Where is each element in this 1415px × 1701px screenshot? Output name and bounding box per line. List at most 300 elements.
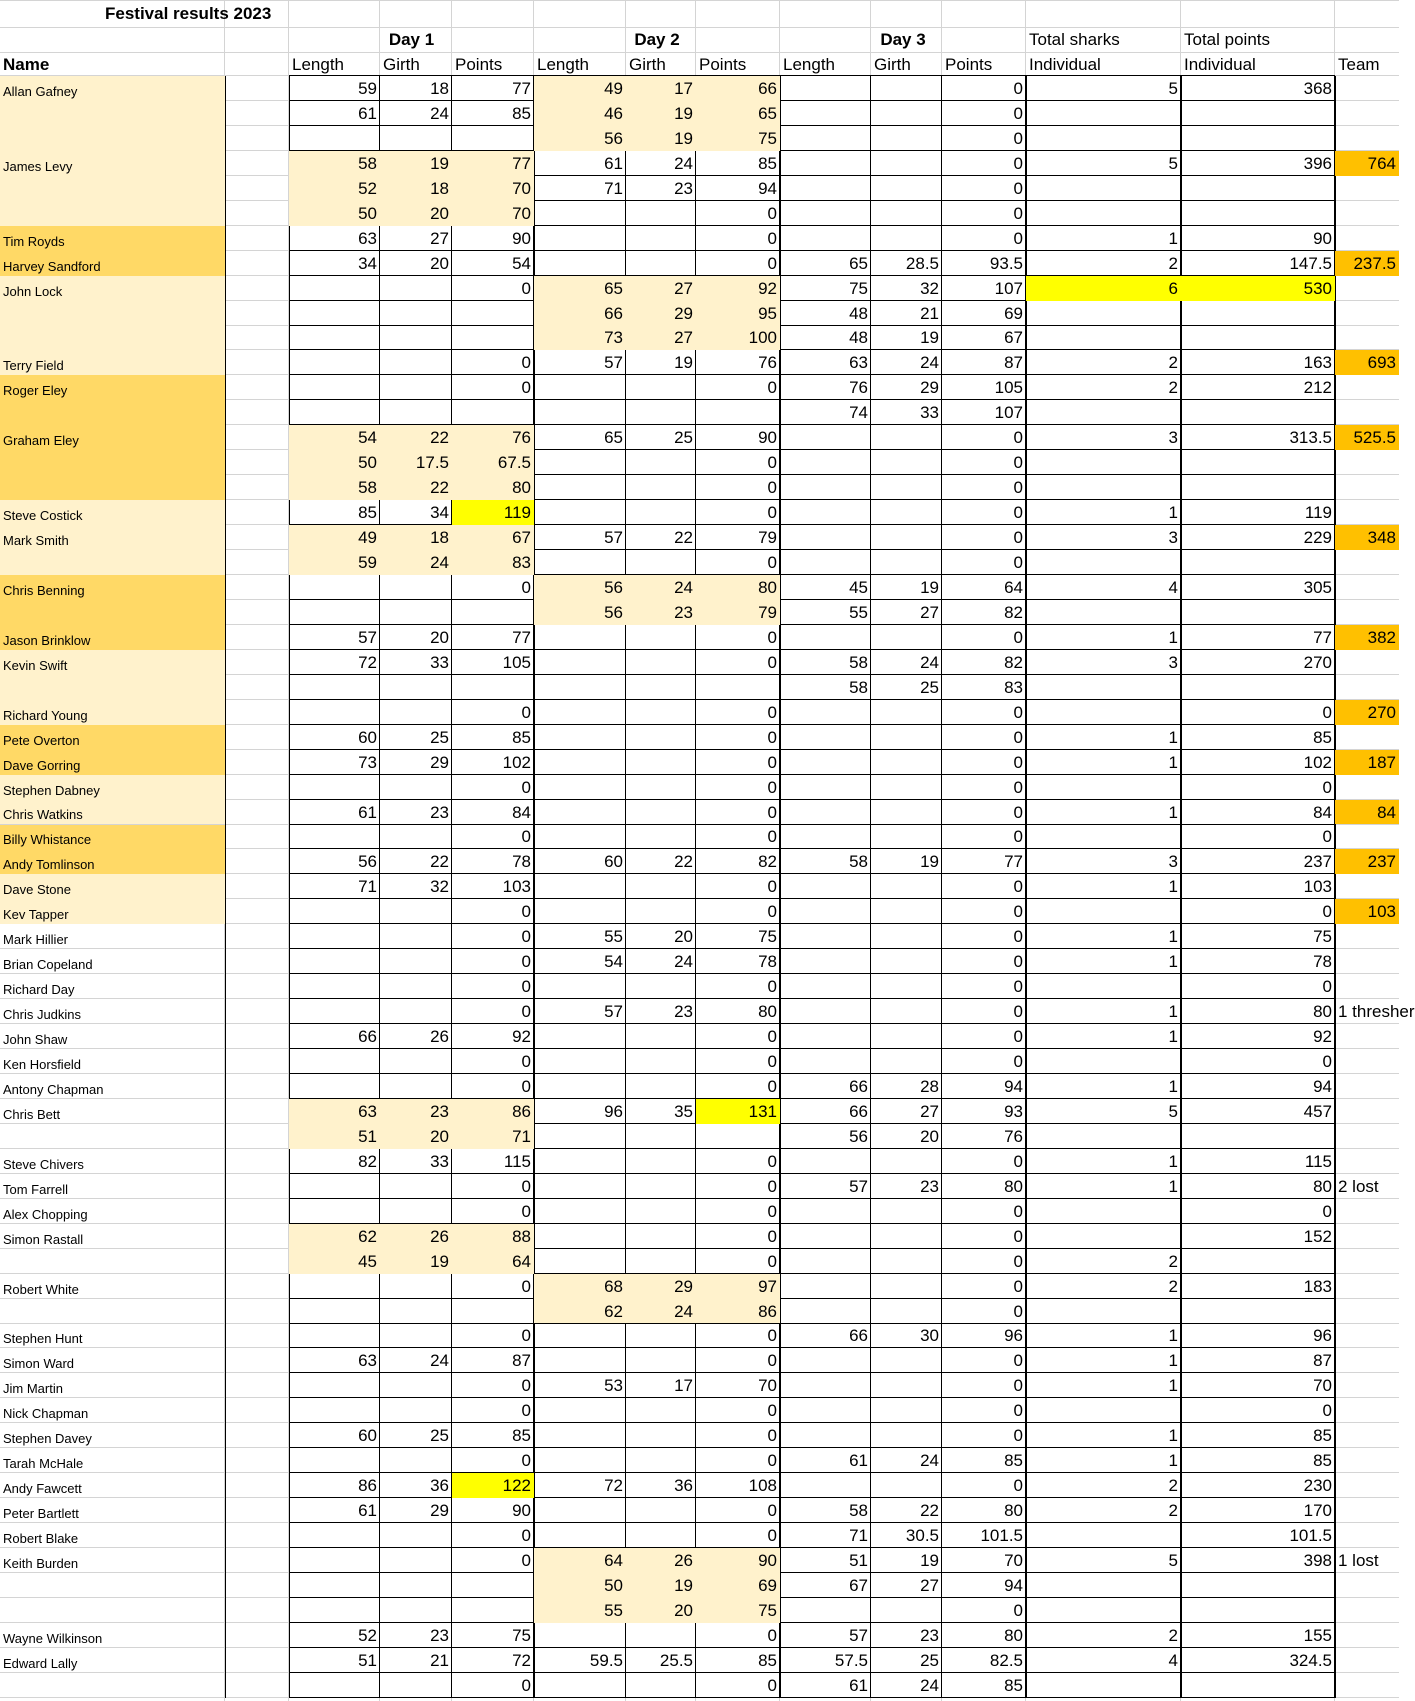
cell-d2-points[interactable]: 0 <box>767 1151 777 1171</box>
cell-d3-points[interactable]: 107 <box>994 403 1023 423</box>
cell-d2-length[interactable]: 56 <box>604 602 623 622</box>
cell-d3-points[interactable]: 0 <box>1013 1426 1023 1446</box>
cell-d1-girth[interactable]: 33 <box>430 1151 449 1171</box>
cell-d2-length[interactable]: 54 <box>604 952 623 972</box>
cell-name[interactable]: Stephen Hunt <box>3 1331 83 1347</box>
cell-name[interactable]: Kev Tapper <box>3 907 69 923</box>
cell-d1-points[interactable]: 0 <box>521 1526 531 1546</box>
cell-d2-length[interactable]: 55 <box>604 927 623 947</box>
cell-d1-points[interactable]: 83 <box>512 553 531 573</box>
cell-d3-points[interactable]: 0 <box>1013 1027 1023 1047</box>
cell-total-sharks[interactable]: 1 <box>1168 952 1178 972</box>
cell-total-points[interactable]: 77 <box>1313 627 1332 647</box>
cell-total-points[interactable]: 270 <box>1303 652 1332 672</box>
cell-d3-points[interactable]: 0 <box>1013 752 1023 772</box>
cell-d3-points[interactable]: 0 <box>1013 777 1023 797</box>
cell-name[interactable]: Chris Bett <box>3 1106 61 1122</box>
cell-d2-girth[interactable]: 17 <box>674 1376 693 1396</box>
cell-d2-girth[interactable]: 24 <box>674 153 693 173</box>
cell-total-points[interactable]: 90 <box>1313 228 1332 248</box>
cell-d1-girth[interactable]: 17.5 <box>415 453 449 473</box>
cell-total-points[interactable]: 229 <box>1303 528 1332 548</box>
header-day-1[interactable]: Day 1 <box>388 30 435 49</box>
cell-team[interactable]: 270 <box>1367 702 1396 722</box>
cell-name[interactable]: John Shaw <box>3 1032 68 1048</box>
header-length[interactable]: Length <box>537 54 589 74</box>
cell-d2-points[interactable]: 0 <box>767 777 777 797</box>
cell-total-sharks[interactable]: 5 <box>1168 153 1178 173</box>
cell-d3-length[interactable]: 71 <box>849 1526 868 1546</box>
cell-d1-girth[interactable]: 25 <box>430 727 449 747</box>
cell-d2-length[interactable]: 72 <box>604 1476 623 1496</box>
cell-total-sharks[interactable]: 1 <box>1168 1376 1178 1396</box>
cell-name[interactable]: Nick Chapman <box>3 1406 89 1422</box>
cell-d2-girth[interactable]: 19 <box>674 1575 693 1595</box>
cell-total-points[interactable]: 85 <box>1313 1451 1332 1471</box>
cell-total-points[interactable]: 85 <box>1313 727 1332 747</box>
cell-d2-points[interactable]: 0 <box>767 1251 777 1271</box>
cell-total-sharks[interactable]: 1 <box>1168 1027 1178 1047</box>
cell-name[interactable]: Chris Benning <box>3 582 85 598</box>
cell-d3-length[interactable]: 57.5 <box>834 1650 868 1670</box>
cell-total-sharks[interactable]: 4 <box>1168 1650 1178 1670</box>
cell-total-sharks[interactable]: 1 <box>1168 1326 1178 1346</box>
cell-d1-points[interactable]: 78 <box>512 852 531 872</box>
cell-total-points[interactable]: 212 <box>1303 378 1332 398</box>
cell-total-points[interactable]: 237 <box>1303 852 1332 872</box>
cell-d3-length[interactable]: 58 <box>849 852 868 872</box>
cell-team[interactable]: 103 <box>1367 902 1396 922</box>
cell-d1-points[interactable]: 0 <box>521 952 531 972</box>
cell-total-points[interactable]: 324.5 <box>1289 1650 1332 1670</box>
cell-d1-points[interactable]: 0 <box>521 577 531 597</box>
cell-d3-points[interactable]: 80 <box>1004 1625 1023 1645</box>
cell-d2-points[interactable]: 0 <box>767 1625 777 1645</box>
cell-d3-length[interactable]: 74 <box>849 403 868 423</box>
cell-d2-points[interactable]: 85 <box>758 153 777 173</box>
cell-d1-length[interactable]: 61 <box>358 103 377 123</box>
cell-d3-girth[interactable]: 25 <box>920 677 939 697</box>
cell-d2-girth[interactable]: 36 <box>674 1476 693 1496</box>
cell-d2-length[interactable]: 64 <box>604 1551 623 1571</box>
cell-d2-points[interactable]: 0 <box>767 802 777 822</box>
header-girth[interactable]: Girth <box>629 54 666 74</box>
cell-d3-points[interactable]: 0 <box>1013 902 1023 922</box>
cell-total-sharks[interactable]: 6 <box>1168 278 1178 298</box>
cell-total-sharks[interactable]: 1 <box>1168 1076 1178 1096</box>
cell-d1-length[interactable]: 63 <box>358 1101 377 1121</box>
cell-d1-length[interactable]: 82 <box>358 1151 377 1171</box>
cell-name[interactable]: Ken Horsfield <box>3 1056 82 1072</box>
cell-total-points[interactable]: 0 <box>1322 827 1332 847</box>
cell-d1-length[interactable]: 86 <box>358 1476 377 1496</box>
cell-d2-points[interactable]: 0 <box>767 702 777 722</box>
cell-d1-points[interactable]: 72 <box>512 1650 531 1670</box>
cell-total-sharks[interactable]: 1 <box>1168 927 1178 947</box>
cell-total-sharks[interactable]: 3 <box>1168 652 1178 672</box>
cell-d3-points[interactable]: 0 <box>1013 1301 1023 1321</box>
cell-d3-points[interactable]: 0 <box>1013 1226 1023 1246</box>
cell-team[interactable]: 237.5 <box>1353 253 1396 273</box>
cell-name[interactable]: Richard Young <box>3 707 88 723</box>
cell-d2-points[interactable]: 75 <box>758 128 777 148</box>
cell-d1-girth[interactable]: 22 <box>430 428 449 448</box>
cell-d1-length[interactable]: 61 <box>358 1501 377 1521</box>
cell-d1-points[interactable]: 0 <box>521 902 531 922</box>
cell-total-sharks[interactable]: 1 <box>1168 752 1178 772</box>
cell-d3-length[interactable]: 65 <box>849 253 868 273</box>
cell-d2-points[interactable]: 86 <box>758 1301 777 1321</box>
cell-d3-girth[interactable]: 30.5 <box>905 1526 939 1546</box>
cell-d3-points[interactable]: 0 <box>1013 503 1023 523</box>
cell-d2-points[interactable]: 79 <box>758 602 777 622</box>
cell-d3-points[interactable]: 93.5 <box>989 253 1023 273</box>
header-points[interactable]: Points <box>455 54 503 74</box>
cell-total-points[interactable]: 170 <box>1303 1501 1332 1521</box>
cell-d1-points[interactable]: 0 <box>521 1002 531 1022</box>
cell-d2-points[interactable]: 131 <box>748 1101 777 1121</box>
cell-d2-girth[interactable]: 19 <box>674 128 693 148</box>
cell-d3-points[interactable]: 0 <box>1013 203 1023 223</box>
cell-name[interactable]: Jason Brinklow <box>3 632 91 648</box>
cell-d3-points[interactable]: 0 <box>1013 1151 1023 1171</box>
cell-d1-points[interactable]: 86 <box>512 1101 531 1121</box>
cell-total-sharks[interactable]: 5 <box>1168 1101 1178 1121</box>
header-individual-sharks[interactable]: Individual <box>1029 54 1101 74</box>
cell-d2-girth[interactable]: 27 <box>674 328 693 348</box>
cell-d1-points[interactable]: 70 <box>512 203 531 223</box>
cell-total-sharks[interactable]: 3 <box>1168 528 1178 548</box>
cell-d2-points[interactable]: 0 <box>767 503 777 523</box>
cell-d1-length[interactable]: 52 <box>358 178 377 198</box>
cell-d2-length[interactable]: 56 <box>604 577 623 597</box>
cell-name[interactable]: Richard Day <box>3 982 75 998</box>
cell-total-sharks[interactable]: 1 <box>1168 627 1178 647</box>
cell-d1-length[interactable]: 61 <box>358 802 377 822</box>
cell-name[interactable]: Andy Tomlinson <box>3 857 95 873</box>
cell-d1-points[interactable]: 77 <box>512 78 531 98</box>
cell-d1-points[interactable]: 67.5 <box>497 453 531 473</box>
header-name[interactable]: Name <box>3 54 50 74</box>
cell-d3-length[interactable]: 57 <box>849 1625 868 1645</box>
cell-d3-length[interactable]: 61 <box>849 1451 868 1471</box>
cell-total-sharks[interactable]: 1 <box>1168 1351 1178 1371</box>
cell-d1-points[interactable]: 85 <box>512 103 531 123</box>
cell-d3-length[interactable]: 58 <box>849 1501 868 1521</box>
cell-d3-points[interactable]: 82.5 <box>989 1650 1023 1670</box>
cell-d3-girth[interactable]: 30 <box>920 1326 939 1346</box>
cell-d3-length[interactable]: 57 <box>849 1176 868 1196</box>
cell-d3-girth[interactable]: 23 <box>920 1176 939 1196</box>
cell-d3-length[interactable]: 51 <box>849 1551 868 1571</box>
cell-d2-length[interactable]: 73 <box>604 328 623 348</box>
cell-d2-length[interactable]: 49 <box>604 78 623 98</box>
cell-d1-girth[interactable]: 18 <box>430 178 449 198</box>
cell-d2-points[interactable]: 94 <box>758 178 777 198</box>
cell-d2-girth[interactable]: 24 <box>674 1301 693 1321</box>
cell-total-sharks[interactable]: 2 <box>1168 1501 1178 1521</box>
cell-d2-girth[interactable]: 29 <box>674 1276 693 1296</box>
cell-total-points[interactable]: 103 <box>1303 877 1332 897</box>
cell-total-points[interactable]: 457 <box>1303 1101 1332 1121</box>
cell-d2-points[interactable]: 66 <box>758 78 777 98</box>
cell-d1-length[interactable]: 63 <box>358 1351 377 1371</box>
cell-d1-length[interactable]: 50 <box>358 453 377 473</box>
cell-d1-points[interactable]: 76 <box>512 428 531 448</box>
cell-d2-points[interactable]: 0 <box>767 553 777 573</box>
cell-d3-length[interactable]: 66 <box>849 1076 868 1096</box>
cell-d3-points[interactable]: 94 <box>1004 1076 1023 1096</box>
header-points[interactable]: Points <box>699 54 747 74</box>
cell-name[interactable]: Dave Stone <box>3 882 71 898</box>
cell-d1-girth[interactable]: 29 <box>430 752 449 772</box>
cell-team[interactable]: 237 <box>1367 852 1396 872</box>
cell-d3-points[interactable]: 0 <box>1013 1052 1023 1072</box>
cell-d3-points[interactable]: 87 <box>1004 353 1023 373</box>
cell-d1-girth[interactable]: 23 <box>430 1625 449 1645</box>
cell-name[interactable]: Keith Burden <box>3 1555 79 1571</box>
cell-d3-girth[interactable]: 19 <box>920 577 939 597</box>
cell-d1-points[interactable]: 115 <box>503 1151 531 1171</box>
cell-total-points[interactable]: 0 <box>1322 1201 1332 1221</box>
cell-d1-points[interactable]: 54 <box>512 253 531 273</box>
cell-name[interactable]: Chris Judkins <box>3 1007 82 1023</box>
cell-d3-points[interactable]: 0 <box>1013 877 1023 897</box>
cell-d1-points[interactable]: 70 <box>512 178 531 198</box>
cell-d3-length[interactable]: 55 <box>849 602 868 622</box>
cell-d1-girth[interactable]: 24 <box>430 553 449 573</box>
cell-d2-girth[interactable]: 27 <box>674 278 693 298</box>
cell-d3-girth[interactable]: 23 <box>920 1625 939 1645</box>
cell-d1-length[interactable]: 58 <box>358 153 377 173</box>
header-total-sharks[interactable]: Total sharks <box>1029 30 1120 49</box>
cell-name[interactable]: Peter Bartlett <box>3 1506 79 1522</box>
cell-d2-girth[interactable]: 19 <box>674 353 693 373</box>
cell-d2-points[interactable]: 65 <box>758 103 777 123</box>
cell-d1-points[interactable]: 85 <box>512 1426 531 1446</box>
cell-d1-points[interactable]: 84 <box>512 802 531 822</box>
cell-d3-girth[interactable]: 24 <box>920 1451 939 1471</box>
cell-d1-girth[interactable]: 26 <box>430 1027 449 1047</box>
cell-d2-length[interactable]: 96 <box>604 1101 623 1121</box>
cell-total-points[interactable]: 313.5 <box>1289 428 1332 448</box>
cell-d2-points[interactable]: 0 <box>767 378 777 398</box>
cell-d3-length[interactable]: 48 <box>849 303 868 323</box>
cell-name[interactable]: Robert White <box>3 1281 79 1297</box>
cell-d3-girth[interactable]: 27 <box>920 602 939 622</box>
cell-team[interactable]: 693 <box>1367 353 1396 373</box>
cell-name[interactable]: Billy Whistance <box>3 832 92 848</box>
cell-total-sharks[interactable]: 1 <box>1168 727 1178 747</box>
cell-d1-girth[interactable]: 23 <box>430 802 449 822</box>
cell-total-sharks[interactable]: 3 <box>1168 852 1178 872</box>
cell-d1-points[interactable]: 77 <box>512 627 531 647</box>
cell-d3-points[interactable]: 83 <box>1004 677 1023 697</box>
cell-d2-points[interactable]: 108 <box>748 1476 777 1496</box>
cell-d1-girth[interactable]: 34 <box>430 503 449 523</box>
cell-name[interactable]: Mark Smith <box>3 533 69 549</box>
cell-d2-points[interactable]: 92 <box>758 278 777 298</box>
cell-d1-length[interactable]: 60 <box>358 1426 377 1446</box>
cell-d1-girth[interactable]: 20 <box>430 1126 449 1146</box>
cell-d3-points[interactable]: 0 <box>1013 1351 1023 1371</box>
cell-d3-length[interactable]: 58 <box>849 652 868 672</box>
cell-d3-points[interactable]: 70 <box>1004 1551 1023 1571</box>
cell-total-points[interactable]: 163 <box>1303 353 1332 373</box>
cell-d1-length[interactable]: 58 <box>358 478 377 498</box>
cell-d3-girth[interactable]: 28 <box>920 1076 939 1096</box>
cell-total-points[interactable]: 80 <box>1313 1176 1332 1196</box>
cell-d3-girth[interactable]: 32 <box>920 278 939 298</box>
cell-d2-points[interactable]: 90 <box>758 1551 777 1571</box>
cell-team[interactable]: 187 <box>1367 752 1396 772</box>
cell-d1-points[interactable]: 0 <box>521 1326 531 1346</box>
cell-d3-points[interactable]: 77 <box>1004 852 1023 872</box>
cell-d3-points[interactable]: 0 <box>1013 1600 1023 1620</box>
cell-d2-girth[interactable]: 25 <box>674 428 693 448</box>
cell-total-points[interactable]: 530 <box>1303 278 1332 298</box>
cell-d1-length[interactable]: 49 <box>358 528 377 548</box>
cell-d1-length[interactable]: 34 <box>358 253 377 273</box>
cell-d1-length[interactable]: 45 <box>358 1251 377 1271</box>
cell-total-points[interactable]: 0 <box>1322 902 1332 922</box>
cell-name[interactable]: Wayne Wilkinson <box>3 1630 103 1646</box>
cell-d3-points[interactable]: 0 <box>1013 927 1023 947</box>
cell-total-points[interactable]: 398 <box>1303 1551 1332 1571</box>
cell-d2-points[interactable]: 0 <box>767 752 777 772</box>
cell-total-sharks[interactable]: 5 <box>1168 78 1178 98</box>
cell-d3-points[interactable]: 0 <box>1013 78 1023 98</box>
cell-d3-points[interactable]: 76 <box>1004 1126 1023 1146</box>
cell-d1-girth[interactable]: 22 <box>430 478 449 498</box>
cell-total-points[interactable]: 305 <box>1303 577 1332 597</box>
cell-d3-points[interactable]: 0 <box>1013 1401 1023 1421</box>
cell-d1-points[interactable]: 85 <box>512 727 531 747</box>
cell-name[interactable]: Mark Hillier <box>3 932 68 948</box>
cell-total-sharks[interactable]: 2 <box>1168 378 1178 398</box>
header-day-3[interactable]: Day 3 <box>880 30 926 49</box>
cell-d1-length[interactable]: 51 <box>358 1126 377 1146</box>
cell-d1-length[interactable]: 62 <box>358 1226 377 1246</box>
cell-total-sharks[interactable]: 1 <box>1168 1176 1178 1196</box>
cell-d2-points[interactable]: 97 <box>758 1276 777 1296</box>
cell-d1-points[interactable]: 0 <box>521 1201 531 1221</box>
cell-d1-points[interactable]: 0 <box>521 1076 531 1096</box>
cell-d3-length[interactable]: 56 <box>849 1126 868 1146</box>
cell-d2-points[interactable]: 0 <box>767 727 777 747</box>
cell-d2-points[interactable]: 0 <box>767 1226 777 1246</box>
cell-d1-points[interactable]: 0 <box>521 927 531 947</box>
cell-d3-points[interactable]: 0 <box>1013 802 1023 822</box>
cell-d3-points[interactable]: 69 <box>1004 303 1023 323</box>
cell-d1-girth[interactable]: 22 <box>430 852 449 872</box>
cell-d2-length[interactable]: 55 <box>604 1600 623 1620</box>
cell-d1-points[interactable]: 90 <box>512 228 531 248</box>
cell-d3-girth[interactable]: 29 <box>920 378 939 398</box>
header-girth[interactable]: Girth <box>874 54 911 74</box>
cell-d2-length[interactable]: 65 <box>604 428 623 448</box>
cell-d3-points[interactable]: 96 <box>1004 1326 1023 1346</box>
cell-d3-points[interactable]: 80 <box>1004 1176 1023 1196</box>
cell-d3-length[interactable]: 76 <box>849 378 868 398</box>
cell-total-points[interactable]: 152 <box>1303 1226 1332 1246</box>
cell-name[interactable]: John Lock <box>3 283 63 299</box>
cell-d1-girth[interactable]: 29 <box>430 1501 449 1521</box>
cell-d3-length[interactable]: 66 <box>849 1101 868 1121</box>
cell-d2-points[interactable]: 75 <box>758 1600 777 1620</box>
cell-d3-points[interactable]: 64 <box>1004 577 1023 597</box>
cell-d3-points[interactable]: 0 <box>1013 1476 1023 1496</box>
cell-total-sharks[interactable]: 1 <box>1168 1451 1178 1471</box>
cell-total-points[interactable]: 0 <box>1322 1052 1332 1072</box>
cell-d3-girth[interactable]: 33 <box>920 403 939 423</box>
cell-d1-points[interactable]: 0 <box>521 1401 531 1421</box>
cell-d2-girth[interactable]: 29 <box>674 303 693 323</box>
cell-d2-points[interactable]: 0 <box>767 228 777 248</box>
cell-name[interactable]: Edward Lally <box>3 1655 78 1671</box>
cell-total-sharks[interactable]: 1 <box>1168 802 1178 822</box>
cell-d2-points[interactable]: 0 <box>767 977 777 997</box>
cell-d2-length[interactable]: 65 <box>604 278 623 298</box>
cell-d3-length[interactable]: 61 <box>849 1675 868 1695</box>
cell-d2-points[interactable]: 100 <box>748 328 777 348</box>
cell-d2-length[interactable]: 56 <box>604 128 623 148</box>
cell-total-points[interactable]: 0 <box>1322 702 1332 722</box>
cell-total-sharks[interactable]: 2 <box>1168 1276 1178 1296</box>
cell-d3-girth[interactable]: 19 <box>920 852 939 872</box>
cell-d3-length[interactable]: 45 <box>849 577 868 597</box>
cell-d3-girth[interactable]: 19 <box>920 1551 939 1571</box>
header-individual-points[interactable]: Individual <box>1184 54 1256 74</box>
cell-d1-girth[interactable]: 24 <box>430 103 449 123</box>
cell-d1-girth[interactable]: 24 <box>430 1351 449 1371</box>
cell-d3-girth[interactable]: 19 <box>920 328 939 348</box>
cell-d3-girth[interactable]: 27 <box>920 1575 939 1595</box>
cell-d1-length[interactable]: 60 <box>358 727 377 747</box>
cell-name[interactable]: Chris Watkins <box>3 807 83 823</box>
cell-d1-length[interactable]: 57 <box>358 627 377 647</box>
cell-d2-points[interactable]: 0 <box>767 1351 777 1371</box>
cell-d3-length[interactable]: 63 <box>849 353 868 373</box>
cell-d1-points[interactable]: 92 <box>512 1027 531 1047</box>
cell-team[interactable]: 1 thresher <box>1338 1002 1415 1022</box>
cell-d2-length[interactable]: 50 <box>604 1575 623 1595</box>
cell-total-points[interactable]: 115 <box>1304 1151 1332 1171</box>
cell-d2-points[interactable]: 0 <box>767 1451 777 1471</box>
cell-d2-length[interactable]: 60 <box>604 852 623 872</box>
cell-total-sharks[interactable]: 4 <box>1168 577 1178 597</box>
cell-name[interactable]: Harvey Sandford <box>3 258 101 274</box>
cell-name[interactable]: Jim Martin <box>3 1381 63 1397</box>
cell-d1-girth[interactable]: 23 <box>430 1101 449 1121</box>
cell-d1-girth[interactable]: 20 <box>430 203 449 223</box>
cell-d2-length[interactable]: 57 <box>604 1002 623 1022</box>
cell-name[interactable]: Tim Royds <box>3 233 65 249</box>
cell-d1-points[interactable]: 0 <box>521 353 531 373</box>
cell-d3-girth[interactable]: 20 <box>920 1126 939 1146</box>
cell-team[interactable]: 1 lost <box>1338 1551 1379 1571</box>
cell-d3-points[interactable]: 0 <box>1013 228 1023 248</box>
cell-total-points[interactable]: 396 <box>1303 153 1332 173</box>
cell-d2-points[interactable]: 0 <box>767 827 777 847</box>
cell-total-sharks[interactable]: 2 <box>1168 1476 1178 1496</box>
cell-total-points[interactable]: 102 <box>1303 752 1332 772</box>
cell-name[interactable]: Graham Eley <box>3 433 79 449</box>
cell-name[interactable]: Simon Rastall <box>3 1231 84 1247</box>
cell-d2-points[interactable]: 0 <box>767 1176 777 1196</box>
cell-d1-points[interactable]: 0 <box>521 1675 531 1695</box>
cell-d2-points[interactable]: 0 <box>767 1027 777 1047</box>
